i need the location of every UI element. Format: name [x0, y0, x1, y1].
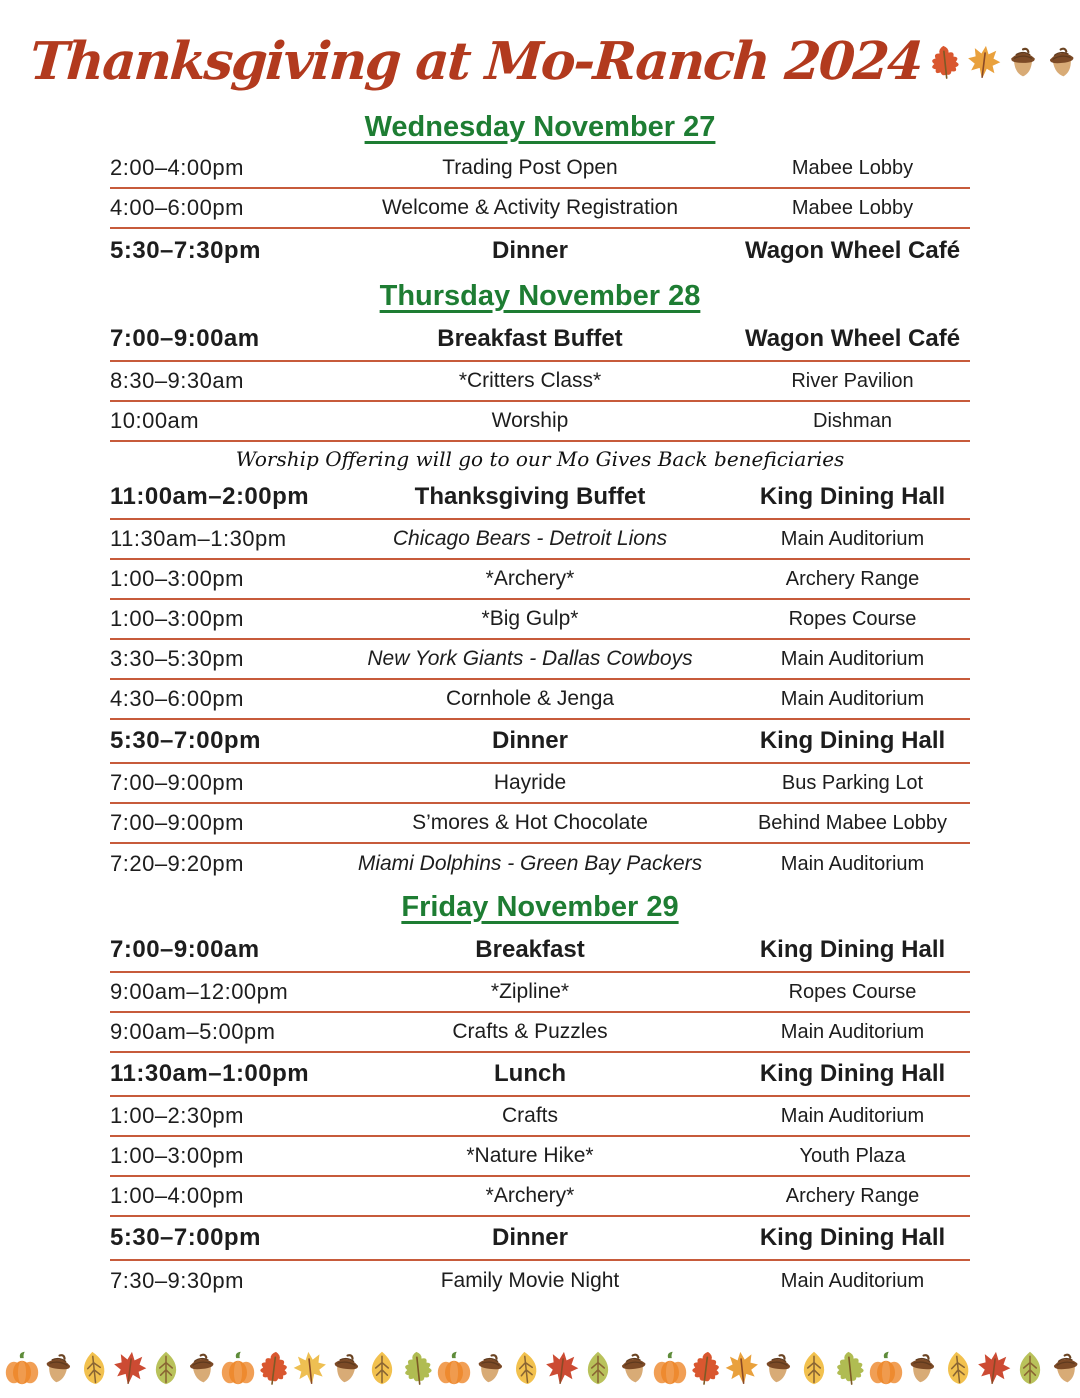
acorn-icon — [182, 1348, 222, 1388]
acorn-icon — [1005, 44, 1041, 80]
day-rows — [110, 929, 970, 1301]
green-leaf-icon — [148, 1350, 184, 1386]
event-location: King Dining Hall — [759, 936, 946, 963]
schedule-row — [110, 520, 970, 560]
green-oak-leaf-icon — [830, 1348, 870, 1388]
yellow-leaf-icon — [938, 1348, 978, 1388]
pumpkin-icon — [868, 1350, 904, 1386]
event-name: Breakfast — [475, 936, 585, 963]
schedule-row — [110, 973, 970, 1013]
event-location: Bus Parking Lot — [781, 771, 924, 794]
schedule-row — [110, 720, 970, 764]
green-leaf-icon — [1012, 1350, 1048, 1386]
event-time: 4:00–6:00pm — [110, 195, 244, 220]
event-name: New York Giants - Dallas Cowboys — [367, 647, 693, 670]
event-time: 9:00am–5:00pm — [110, 1019, 276, 1044]
pumpkin-icon — [4, 1350, 40, 1386]
event-location: Wagon Wheel Café — [744, 237, 961, 264]
event-name: *Nature Hike* — [466, 1144, 594, 1167]
event-location: Main Auditorium — [780, 647, 925, 670]
event-name: Hayride — [493, 771, 567, 794]
event-name: Crafts — [501, 1104, 558, 1127]
event-location: King Dining Hall — [759, 1060, 946, 1087]
event-time: 4:30–6:00pm — [110, 686, 244, 711]
schedule-row — [110, 362, 970, 402]
acorn-icon — [902, 1348, 942, 1388]
event-name: Thanksgiving Buffet — [414, 483, 646, 510]
event-name: S’mores & Hot Chocolate — [412, 811, 648, 834]
red-oak-leaf-icon — [925, 42, 965, 82]
event-time: 7:00–9:00pm — [110, 770, 244, 795]
schedule-row — [110, 680, 970, 720]
schedule-row — [110, 149, 970, 189]
red-oak-leaf-icon — [686, 1348, 726, 1388]
event-time: 11:30am–1:30pm — [110, 526, 287, 551]
event-location: Dishman — [813, 409, 892, 432]
event-location: King Dining Hall — [759, 727, 946, 754]
schedule-row — [110, 1137, 970, 1177]
event-name: Welcome & Activity Registration — [381, 196, 679, 219]
event-location: Mabee Lobby — [791, 196, 914, 219]
schedule-row — [110, 1217, 970, 1261]
schedule — [0, 104, 1080, 1342]
event-name: Chicago Bears - Detroit Lions — [392, 527, 668, 550]
red-maple-leaf-icon — [110, 1348, 150, 1388]
event-name: Lunch — [494, 1060, 566, 1087]
event-location: King Dining Hall — [759, 483, 946, 510]
event-time: 5:30–7:00pm — [110, 727, 261, 754]
event-location: Mabee Lobby — [791, 156, 914, 179]
pumpkin-icon — [436, 1350, 472, 1386]
schedule-row — [110, 476, 970, 520]
acorn-icon — [758, 1348, 798, 1388]
event-location: Youth Plaza — [799, 1144, 906, 1167]
event-location: Ropes Course — [788, 607, 917, 630]
schedule-row — [110, 1013, 970, 1053]
event-name: *Big Gulp* — [481, 607, 579, 630]
event-location: Archery Range — [785, 567, 920, 590]
day-heading: Friday November 29 — [401, 891, 679, 923]
event-location: Main Auditorium — [780, 1104, 925, 1127]
acorn-icon — [38, 1348, 78, 1388]
event-time: 7:00–9:00am — [110, 936, 260, 963]
acorn-icon — [470, 1348, 510, 1388]
schedule-row — [110, 318, 970, 362]
schedule-row — [110, 229, 970, 273]
page-title: Thanksgiving at Mo-Ranch 2024 — [27, 31, 924, 92]
acorn-icon — [1046, 1348, 1080, 1388]
yellow-leaf-icon — [364, 1350, 400, 1386]
event-time: 7:30–9:30pm — [110, 1268, 244, 1293]
event-location: Wagon Wheel Café — [744, 325, 961, 352]
schedule-row — [110, 189, 970, 229]
event-location: Behind Mabee Lobby — [757, 811, 948, 834]
event-time: 1:00–4:00pm — [110, 1183, 244, 1208]
pumpkin-icon — [220, 1350, 256, 1386]
event-name: Family Movie Night — [440, 1269, 620, 1292]
event-name: Trading Post Open — [442, 156, 618, 179]
day-heading: Wednesday November 27 — [364, 111, 716, 143]
day-section — [110, 891, 970, 1301]
event-location: River Pavilion — [791, 369, 914, 392]
event-time: 11:30am–1:00pm — [110, 1060, 310, 1087]
event-name: Dinner — [491, 237, 568, 264]
event-location: King Dining Hall — [759, 1224, 946, 1251]
event-name: Breakfast Buffet — [437, 325, 623, 352]
schedule-row — [110, 804, 970, 844]
event-name: Dinner — [491, 727, 568, 754]
event-name: *Archery* — [485, 567, 575, 590]
orange-maple-leaf-icon — [964, 42, 1004, 82]
pumpkin-icon — [652, 1350, 688, 1386]
yellow-leaf-icon — [796, 1350, 832, 1386]
event-location: Main Auditorium — [780, 527, 925, 550]
green-leaf-icon — [580, 1350, 616, 1386]
schedule-row — [110, 1053, 970, 1097]
day-section — [110, 280, 970, 884]
event-time: 1:00–2:30pm — [110, 1103, 244, 1128]
event-time: 9:00am–12:00pm — [110, 979, 289, 1004]
schedule-row — [110, 1177, 970, 1217]
event-location: Ropes Course — [788, 980, 917, 1003]
event-name: Dinner — [491, 1224, 568, 1251]
event-location: Main Auditorium — [780, 687, 925, 710]
red-maple-leaf-icon — [542, 1348, 582, 1388]
event-name: Worship — [491, 409, 569, 432]
event-location: Main Auditorium — [780, 1020, 925, 1043]
event-time: 3:30–5:30pm — [110, 646, 244, 671]
event-location: Main Auditorium — [780, 1269, 925, 1292]
schedule-row — [110, 929, 970, 973]
schedule-row — [110, 600, 970, 640]
worship-offering-note: Worship Offering will go to our Mo Gives Back beneficiaries — [235, 447, 845, 471]
schedule-row — [110, 764, 970, 804]
event-time: 2:00–4:00pm — [110, 155, 244, 180]
day-section — [110, 111, 970, 273]
schedule-row — [110, 1097, 970, 1137]
green-oak-leaf-icon — [398, 1348, 438, 1388]
day-rows — [110, 149, 970, 273]
event-name: Crafts & Puzzles — [452, 1020, 608, 1043]
day-heading: Thursday November 28 — [379, 280, 701, 312]
event-time: 8:30–9:30am — [110, 368, 244, 393]
event-time: 1:00–3:00pm — [110, 566, 244, 591]
event-time: 1:00–3:00pm — [110, 1143, 244, 1168]
top-icon-strip — [922, 32, 1080, 92]
schedule-row — [110, 560, 970, 600]
yellow-leaf-icon — [74, 1348, 114, 1388]
event-time: 5:30–7:30pm — [110, 237, 261, 264]
red-maple-leaf-icon — [974, 1348, 1014, 1388]
orange-maple-leaf-icon — [722, 1348, 762, 1388]
acorn-icon — [326, 1348, 366, 1388]
schedule-row — [110, 402, 970, 442]
event-name: Cornhole & Jenga — [445, 687, 615, 710]
acorn-icon — [1042, 42, 1080, 82]
event-name: *Archery* — [485, 1184, 575, 1207]
yellow-leaf-icon — [506, 1348, 546, 1388]
event-name: *Critters Class* — [458, 369, 602, 392]
event-time: 10:00am — [110, 408, 200, 433]
schedule-row — [110, 844, 970, 884]
bottom-icon-border — [0, 1342, 1080, 1398]
event-time: 11:00am–2:00pm — [110, 483, 310, 510]
schedule-row — [110, 1261, 970, 1301]
schedule-row — [110, 640, 970, 680]
acorn-icon — [614, 1348, 654, 1388]
event-time: 1:00–3:00pm — [110, 606, 244, 631]
event-location: Archery Range — [785, 1184, 920, 1207]
event-name: Miami Dolphins - Green Bay Packers — [357, 852, 703, 875]
event-time: 5:30–7:00pm — [110, 1224, 261, 1251]
masthead — [0, 0, 1080, 104]
red-oak-leaf-icon — [254, 1348, 294, 1388]
event-location: Main Auditorium — [780, 852, 925, 875]
yellow-maple-leaf-icon — [290, 1348, 330, 1388]
event-time: 7:00–9:00am — [110, 325, 260, 352]
event-time: 7:20–9:20pm — [110, 851, 244, 876]
day-rows — [110, 318, 970, 884]
event-time: 7:00–9:00pm — [110, 810, 244, 835]
event-name: *Zipline* — [490, 980, 570, 1003]
